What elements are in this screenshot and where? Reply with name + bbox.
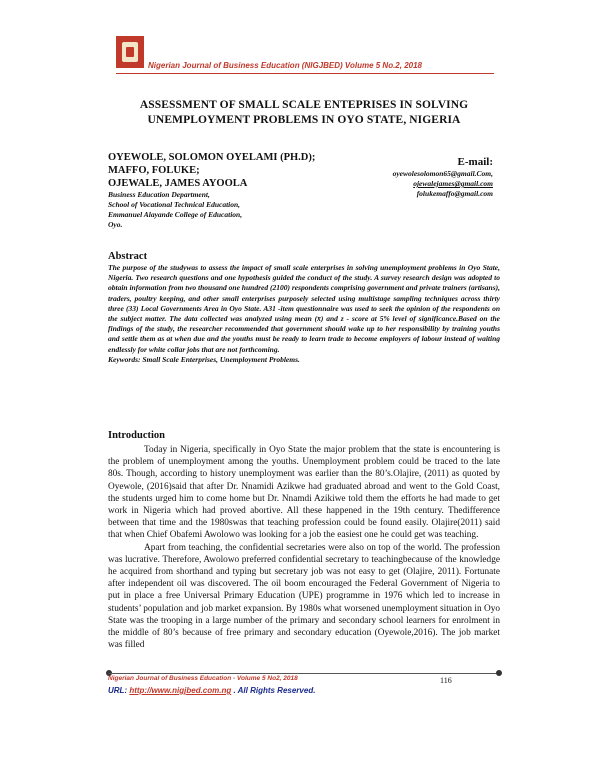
journal-url-link[interactable]: http://www.nigjbed.com.ng — [129, 686, 232, 695]
email-label: E-mail: — [457, 156, 493, 168]
keywords: Keywords: Small Scale Enterprises, Unemployment Problems. — [108, 354, 300, 364]
title-line-1: ASSESSMENT OF SMALL SCALE ENTEPRISES IN SOLVING — [139, 99, 469, 111]
affiliation-line: Business Education Department, — [108, 190, 210, 199]
abstract-section — [108, 251, 500, 365]
journal-header: Nigerian Journal of Business Education (NIGJBED) Volume 5 No.2, 2018 — [148, 61, 422, 70]
footer-divider — [108, 673, 500, 674]
author-name: OYEWOLE, SOLOMON OYELAMI (PH.D); — [108, 152, 316, 163]
affiliation-line: Oyo. — [108, 220, 123, 229]
footer-bullet-right — [496, 670, 502, 676]
title-line-2: UNEMPLOYMENT PROBLEMS IN OYO STATE, NIGERIA — [147, 114, 461, 126]
abstract-heading: Abstract — [108, 251, 148, 262]
author-name: MAFFO, FOLUKE; — [108, 165, 200, 176]
affiliation-line: School of Vocational Technical Education, — [108, 200, 241, 209]
abstract-text: The purpose of the studywas to assess the impact of small scale enterprises in solving unemployment problems in Oyo State, Nigeria. Two research questions and one hypothesis guided the conduct of the study. A survey research design was adopted to obtain information from two thousand one hundred (2100) respondents comprising government and private trainers (artisans), traders, poultry keeping, and other small enterprises purposely selected using multistage sampling techniques across thirty three (33) Local Governments Area in Oyo State. A31 -item questionnaire was used to seek the opinion of the respondents on the subject matter. The data collected was analyzed using mean (x̄) and z - score at 5% level of significance.Based on the findings of the study, the researcher recommended that government should wake up to her responsibility by training youths and settle them as at when due and the youths must be ready to learn trade to become employers of labour instead of waiting endlessly for white collar jobs that are not forthcoming. — [108, 263, 500, 354]
introduction-section — [108, 430, 500, 651]
footer-url-prefix: URL: — [108, 686, 130, 695]
email-address[interactable]: ojewalejames@gmail.com — [413, 179, 493, 188]
journal-logo — [116, 36, 144, 68]
email-block — [293, 156, 493, 199]
footer-url — [108, 686, 315, 695]
introduction-heading: Introduction — [108, 430, 165, 441]
affiliation-line: Emmanuel Alayande College of Education, — [108, 210, 243, 219]
page-number: 116 — [440, 676, 452, 685]
email-address[interactable]: oyewolesolomon65@gmail.Com, — [392, 169, 493, 178]
body-paragraph: Apart from teaching, the confidential secretaries were also on top of the world. The profession was lucrative. Therefore, Awolowo preferred confidential secretary to teachingbecause of the knowledge he acquired from shorthand and typing but secretary job was not easy to get (Olajire, 2011). Fortunate after independent oil was discovered. The oil boom encouraged the Federal Government of Nigeria to put in place a free Universal Primary Education (UPE) programme in 1976 which led to increase in students’ population and job market expansion. By 1980s what worsened unemployment situation in Oyo State was the trooping in a large number of the primary and secondary school learners for enrolment in the middle of 80’s because of free primary and secondary education (Oyewole,2016). The job market was filled — [108, 542, 500, 651]
footer-url-suffix: . All Rights Reserved. — [231, 686, 316, 695]
body-paragraph: Today in Nigeria, specifically in Oyo State the major problem that the state is encountering is the problem of unemployment among the youths. Unemployment problem could be traced to the late 80s. Though, according to history unemployment was earlier than the 80’s.Olajire, (2011) as quoted by Oyewole, (2016)said that after Dr. Nnamidi Azikwe had graduated abroad and went to the Gold Coast, the students urged him to come home but Dr. Nnamdi Azikiwe told them the efforts he had made to get work in Nigeria which had proved abortive. All these happened in the 19th century. Thedifference between that time and the 1980swas that teaching profession could be found easily. Olajire(2011) said that when Chief Obafemi Awolowo was looking for a job the easiest one he could get was teaching. — [108, 445, 500, 541]
author-name: OJEWALE, JAMES AYOOLA — [108, 178, 248, 189]
header-divider — [116, 73, 494, 74]
paper-title — [108, 98, 500, 128]
footer-journal: Nigerian Journal of Business Education - Volume 5 No2, 2018 — [108, 675, 298, 682]
email-address[interactable]: folukemaffo@gmail.com — [416, 189, 493, 198]
